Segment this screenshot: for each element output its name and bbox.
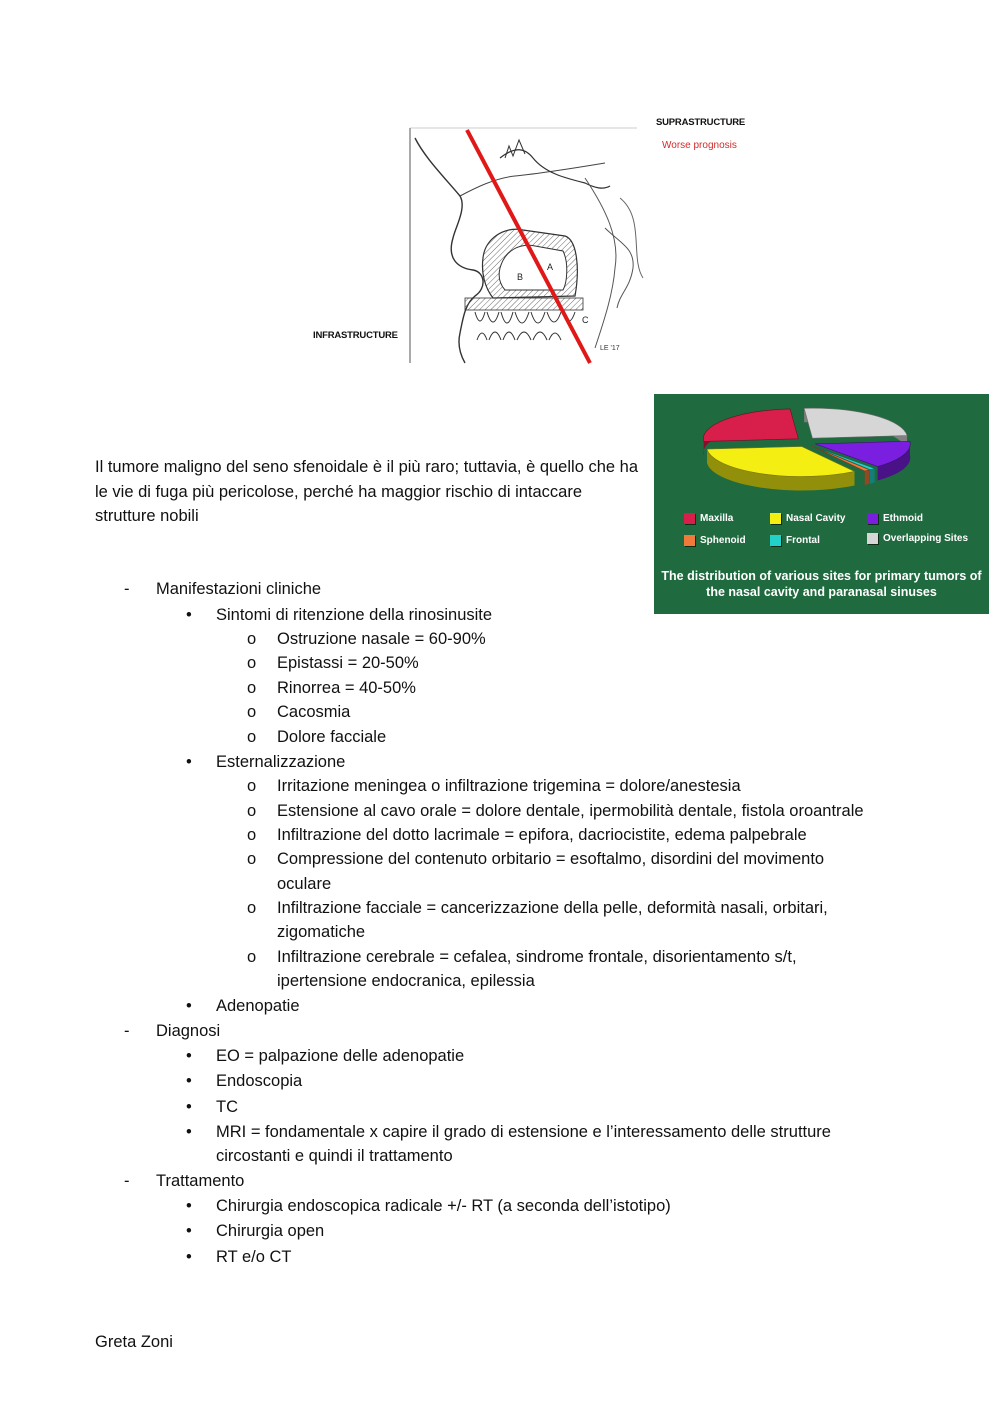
legend-item-sphenoid	[684, 535, 746, 546]
circle-marker: o	[247, 802, 257, 820]
legend-swatch	[867, 533, 878, 544]
dash-marker: -	[124, 1022, 130, 1040]
pie-chart-panel	[654, 394, 989, 614]
list-item: Irritazione meningea o infiltrazione trigemina = dolore/anestesia	[277, 777, 741, 795]
section-heading-trattamento: Trattamento	[156, 1172, 245, 1190]
list-item: TC	[216, 1098, 238, 1116]
figure-signature: LE '17	[600, 345, 620, 352]
circle-marker: o	[247, 948, 257, 966]
subheading-sintomi: Sintomi di ritenzione della rinosinusite	[216, 606, 493, 624]
legend-label: Nasal Cavity	[786, 513, 846, 524]
legend-item-nasal-cavity	[770, 513, 845, 524]
subheading-esternalizzazione: Esternalizzazione	[216, 753, 346, 771]
footer-author: Greta Zoni	[95, 1333, 173, 1351]
list-item: Epistassi = 20-50%	[277, 654, 419, 672]
bullet-marker: •	[186, 1072, 192, 1090]
legend-label: Maxilla	[700, 513, 734, 524]
bullet-marker: •	[186, 1248, 192, 1266]
worse-prognosis-label: Worse prognosis	[662, 140, 737, 151]
circle-marker: o	[247, 850, 257, 868]
legend-item-frontal	[770, 535, 820, 546]
section-heading-diagnosi: Diagnosi	[156, 1022, 221, 1040]
list-item: Cacosmia	[277, 703, 351, 721]
list-item: MRI = fondamentale x capire il grado di estensione e l’interessamento delle strutture	[216, 1123, 831, 1141]
pie-slice-maxilla	[703, 409, 798, 442]
bullet-marker: •	[186, 1222, 192, 1240]
skull-sagittal-diagram	[405, 118, 750, 368]
legend-swatch	[770, 513, 781, 524]
circle-marker: o	[247, 654, 257, 672]
legend-swatch	[770, 535, 781, 546]
pie-slice-side-sphenoid	[865, 470, 870, 485]
list-item: Chirurgia endoscopica radicale +/- RT (a seconda dell’istotipo)	[216, 1197, 671, 1215]
suprastructure-label: SUPRASTRUCTURE	[656, 117, 746, 128]
circle-marker: o	[247, 703, 257, 721]
circle-marker: o	[247, 777, 257, 795]
legend-label: Frontal	[786, 535, 820, 546]
legend-item-ethmoid	[867, 513, 923, 524]
pie-slice-side-frontal	[870, 469, 875, 484]
circle-marker: o	[247, 826, 257, 844]
list-item: Infiltrazione facciale = cancerizzazione della pelle, deformità nasali, orbitari,	[277, 899, 828, 917]
circle-marker: o	[247, 899, 257, 917]
legend-label: Sphenoid	[700, 535, 746, 546]
legend-label: Overlapping Sites	[883, 533, 969, 544]
list-item: Compressione del contenuto orbitario = esoftalmo, disordini del movimento	[277, 850, 825, 868]
circle-marker: o	[247, 630, 257, 648]
dash-marker: -	[124, 580, 130, 598]
pie-chart-caption: The distribution of various sites for primary tumors of the nasal cavity and paranasal sinuses	[661, 569, 982, 599]
list-item-continuation: zigomatiche	[277, 923, 366, 941]
circle-marker: o	[247, 679, 257, 697]
infrastructure-label: INFRASTRUCTURE	[313, 330, 398, 341]
legend-item-maxilla	[684, 513, 733, 524]
bullet-marker: •	[186, 1197, 192, 1215]
bullet-marker: •	[186, 1098, 192, 1116]
bullet-marker: •	[186, 1047, 192, 1065]
list-item-continuation: circostanti e quindi il trattamento	[216, 1147, 453, 1165]
legend-swatch	[867, 513, 878, 524]
bullet-marker: •	[186, 606, 192, 624]
circle-marker: o	[247, 728, 257, 746]
legend-swatch	[684, 513, 695, 524]
region-label-b: B	[517, 272, 524, 282]
legend-swatch	[684, 535, 695, 546]
subheading-adenopatie: Adenopatie	[216, 997, 300, 1015]
list-item: RT e/o CT	[216, 1248, 292, 1266]
list-item: Infiltrazione del dotto lacrimale = epifora, dacriocistite, edema palpebrale	[277, 826, 807, 844]
list-item: Rinorrea = 40-50%	[277, 679, 416, 697]
list-item-continuation: ipertensione endocranica, epilessia	[277, 972, 535, 990]
legend-label: Ethmoid	[883, 513, 923, 524]
region-label-c: C	[582, 315, 589, 325]
list-item: Infiltrazione cerebrale = cefalea, sindrome frontale, disorientamento s/t,	[277, 948, 797, 966]
list-item: Dolore facciale	[277, 728, 387, 746]
list-item: EO = palpazione delle adenopatie	[216, 1047, 465, 1065]
intro-paragraph: Il tumore maligno del seno sfenoidale è il più raro; tuttavia, è quello che ha le vie di fuga più pericolose, perché ha maggior rischio di intaccare strutture nobili	[95, 458, 638, 525]
legend-item-overlapping-sites	[867, 533, 968, 544]
dash-marker: -	[124, 1172, 130, 1190]
section-heading-manifestazioni: Manifestazioni cliniche	[156, 580, 322, 598]
pie-slice-overlapping-sites	[804, 408, 907, 438]
bullet-marker: •	[186, 753, 192, 771]
list-item: Estensione al cavo orale = dolore dentale, ipermobilità dentale, fistola oroantrale	[277, 802, 864, 820]
list-item: Chirurgia open	[216, 1222, 325, 1240]
list-item-continuation: oculare	[277, 875, 332, 893]
list-item: Ostruzione nasale = 60-90%	[277, 630, 486, 648]
region-label-a: A	[547, 262, 554, 272]
bullet-marker: •	[186, 997, 192, 1015]
pie-chart	[654, 394, 989, 504]
bullet-marker: •	[186, 1123, 192, 1141]
list-item: Endoscopia	[216, 1072, 303, 1090]
